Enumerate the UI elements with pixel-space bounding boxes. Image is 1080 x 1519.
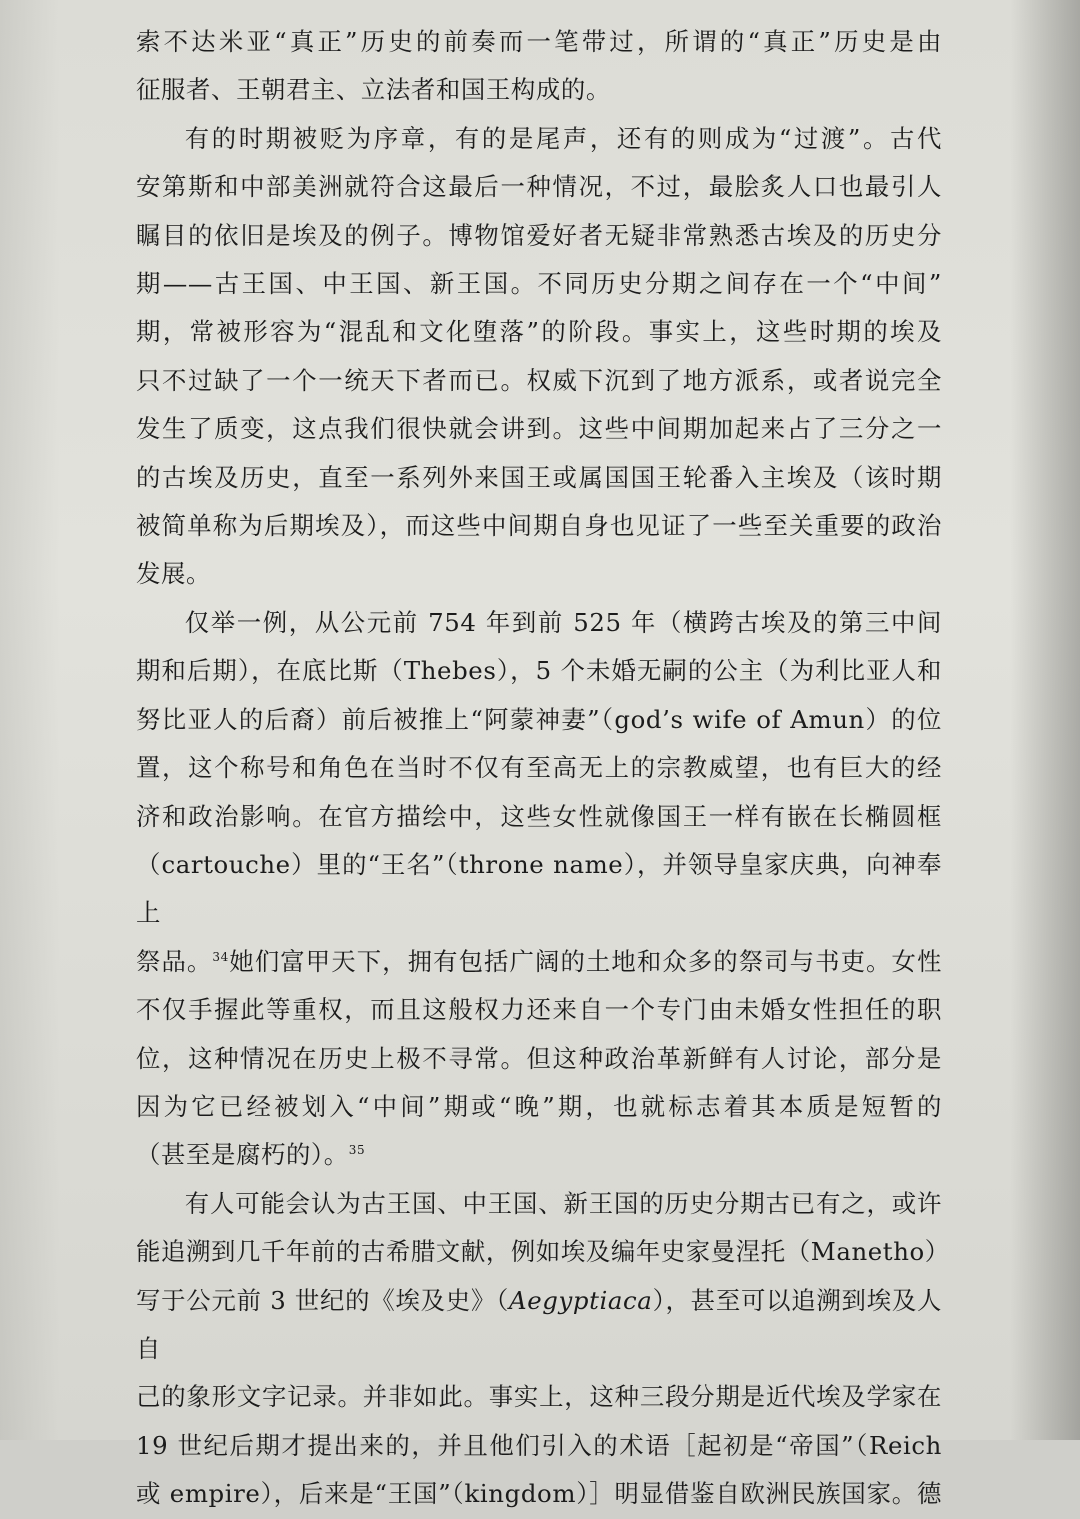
text-line: 有人可能会认为古王国、中王国、新王国的历史分期古已有之，或许 — [184, 1188, 942, 1218]
text-line: 索不达米亚“真正”历史的前奏而一笔带过，所谓的“真正”历史是由 — [136, 27, 942, 56]
footnote-ref-35[interactable]: 35 — [348, 1143, 366, 1158]
text-line: 置，这个称号和角色在当时不仅有至高无上的宗教威望，也有巨大的经 — [136, 753, 942, 783]
text-line: 19 世纪后期才提出来的，并且他们引入的术语［起初是“帝国”（Reich — [136, 1430, 942, 1460]
text-line: 不仅手握此等重权，而且这般权力还来自一个专门由未婚女性担任的职 — [136, 995, 942, 1025]
footnote-ref-34[interactable]: 34 — [212, 949, 229, 964]
text-segment: ），甚至可以追溯到埃及人自 — [136, 1285, 942, 1363]
paragraph-2 — [136, 115, 942, 599]
text-segment: 写于公元前 3 世纪的《埃及史》（ — [136, 1285, 510, 1315]
text-line: 因为它已经被划入“中间”期或“晚”期，也就标志着其本质是短暂的 — [136, 1091, 942, 1121]
text-line: 安第斯和中部美洲就符合这最后一种情况，不过，最脍炙人口也最引人 — [136, 172, 942, 202]
text-line: 征服者、王朝君主、立法者和国王构成的。 — [136, 75, 611, 105]
text-line: 仅举一例，从公元前 754 年到前 525 年（横跨古埃及的第三中间 — [184, 607, 942, 637]
text-segment: （甚至是腐朽的）。 — [136, 1140, 349, 1170]
paragraph-3 — [136, 599, 942, 1180]
text-line: 发生了质变，这点我们很快就会讲到。这些中间期加起来占了三分之一 — [136, 414, 942, 444]
text-line: 有的时期被贬为序章，有的是尾声，还有的则成为“过渡”。古代 — [184, 123, 942, 153]
text-line: 只不过缺了一个一统天下者而已。权威下沉到了地方派系，或者说完全 — [136, 365, 942, 395]
text-line — [136, 1277, 942, 1374]
italic-title: Aegyptiaca — [509, 1285, 653, 1315]
page-shadow-left — [0, 0, 60, 1440]
text-segment: 她们富甲天下，拥有包括广阔的土地和众多的祭司与书吏。女性 — [228, 946, 942, 976]
text-line: 位，这种情况在历史上极不寻常。但这种政治革新鲜有人讨论，部分是 — [136, 1043, 942, 1073]
text-line: 己的象形文字记录。并非如此。事实上，这种三段分期是近代埃及学家在 — [136, 1382, 942, 1412]
text-line — [136, 1131, 942, 1179]
paragraph-1 — [136, 18, 942, 115]
text-line: 或 empire），后来是“王国”（kingdom）］明显借鉴自欧洲民族国家。德 — [136, 1479, 942, 1509]
text-segment: 祭品。 — [136, 946, 213, 976]
text-line: 能追溯到几千年前的古希腊文献，例如埃及编年史家曼涅托（Manetho） — [136, 1237, 950, 1267]
text-line: 努比亚人的后裔）前后被推上“阿蒙神妻”（god’s wife of Amun）的位 — [136, 704, 942, 734]
paragraph-4 — [136, 1180, 950, 1519]
text-line: 被简单称为后期埃及），而这些中间期自身也见证了一些至关重要的政治 — [136, 511, 942, 541]
text-line: 的古埃及历史，直至一系列外来国王或属国国王轮番入主埃及（该时期 — [136, 462, 942, 492]
body-text — [136, 18, 950, 1519]
text-line: （cartouche）里的“王名”（throne name），并领导皇家庆典，向神奉上 — [136, 849, 942, 928]
text-line: 期，常被形容为“混乱和文化堕落”的阶段。事实上，这些时期的埃及 — [136, 317, 942, 347]
page-shadow-right — [1010, 0, 1080, 1440]
text-line: 期和后期），在底比斯（Thebes），5 个未婚无嗣的公主（为利比亚人和 — [136, 656, 942, 686]
text-line — [136, 938, 942, 986]
text-line: 瞩目的依旧是埃及的例子。博物馆爱好者无疑非常熟悉古埃及的历史分 — [136, 220, 942, 250]
text-line: 济和政治影响。在官方描绘中，这些女性就像国王一样有嵌在长椭圆框 — [136, 801, 942, 831]
text-line: 期——古王国、中王国、新王国。不同历史分期之间存在一个“中间” — [136, 269, 942, 299]
text-line: 发展。 — [136, 559, 211, 589]
